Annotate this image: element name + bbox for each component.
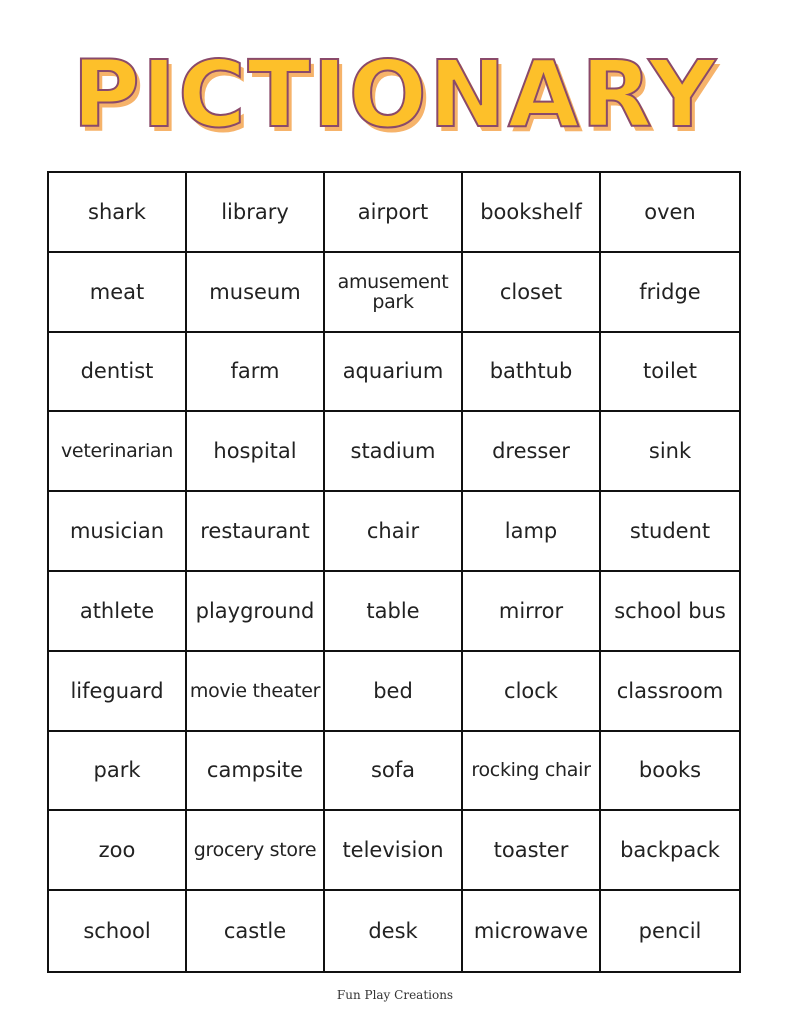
word-cell: toilet: [601, 333, 739, 413]
word-cell: castle: [187, 891, 325, 971]
word-cell: oven: [601, 173, 739, 253]
word-grid: [47, 171, 741, 973]
word-cell: amusement park: [325, 253, 463, 333]
word-cell: lamp: [463, 492, 601, 572]
word-cell: dentist: [49, 333, 187, 413]
word-cell: closet: [463, 253, 601, 333]
word-cell: sofa: [325, 732, 463, 812]
word-cell: farm: [187, 333, 325, 413]
word-cell: bookshelf: [463, 173, 601, 253]
word-cell: rocking chair: [463, 732, 601, 812]
word-cell: dresser: [463, 412, 601, 492]
word-cell: toaster: [463, 811, 601, 891]
word-cell: books: [601, 732, 739, 812]
word-cell: aquarium: [325, 333, 463, 413]
word-cell: grocery store: [187, 811, 325, 891]
word-cell: student: [601, 492, 739, 572]
word-cell: classroom: [601, 652, 739, 732]
word-cell: microwave: [463, 891, 601, 971]
word-cell: bathtub: [463, 333, 601, 413]
word-cell: shark: [49, 173, 187, 253]
word-cell: movie theater: [187, 652, 325, 732]
word-cell: bed: [325, 652, 463, 732]
word-cell: desk: [325, 891, 463, 971]
word-cell: airport: [325, 173, 463, 253]
word-cell: school bus: [601, 572, 739, 652]
word-cell: veterinarian: [49, 412, 187, 492]
word-cell: library: [187, 173, 325, 253]
word-cell: musician: [49, 492, 187, 572]
word-cell: hospital: [187, 412, 325, 492]
word-cell: television: [325, 811, 463, 891]
word-cell: stadium: [325, 412, 463, 492]
word-cell: chair: [325, 492, 463, 572]
word-cell: clock: [463, 652, 601, 732]
word-cell: athlete: [49, 572, 187, 652]
footer-credit: Fun Play Creations: [336, 988, 454, 1002]
word-cell: backpack: [601, 811, 739, 891]
page-title: PICTIONARY: [72, 41, 718, 148]
word-cell: fridge: [601, 253, 739, 333]
word-cell: restaurant: [187, 492, 325, 572]
word-cell: zoo: [49, 811, 187, 891]
word-cell: meat: [49, 253, 187, 333]
word-cell: sink: [601, 412, 739, 492]
word-cell: park: [49, 732, 187, 812]
word-cell: mirror: [463, 572, 601, 652]
word-cell: table: [325, 572, 463, 652]
word-cell: school: [49, 891, 187, 971]
word-cell: playground: [187, 572, 325, 652]
word-cell: museum: [187, 253, 325, 333]
word-cell: lifeguard: [49, 652, 187, 732]
word-cell: campsite: [187, 732, 325, 812]
word-cell: pencil: [638, 919, 702, 944]
